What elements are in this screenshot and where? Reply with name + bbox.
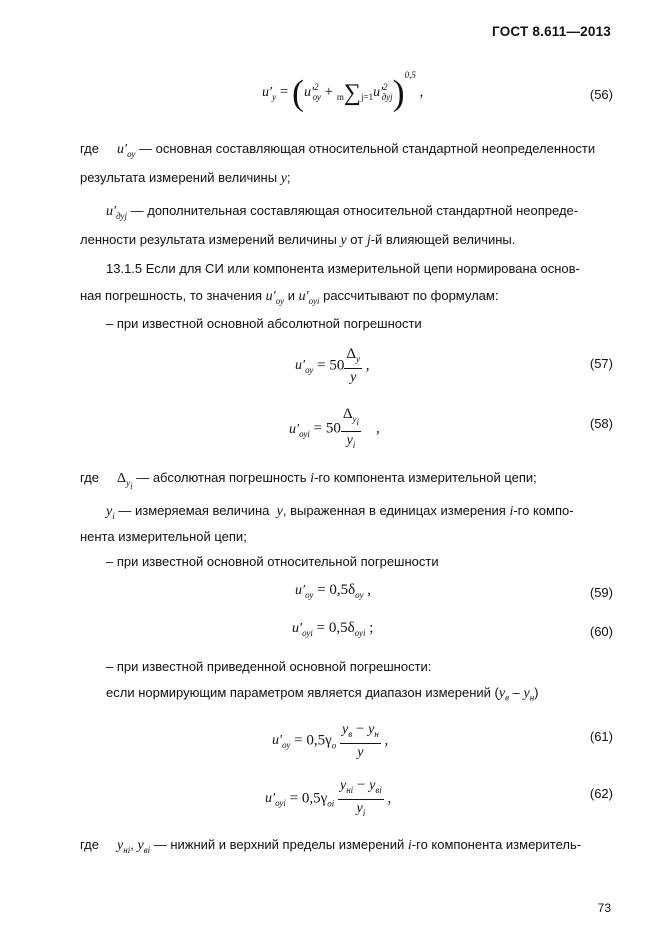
formula-61: $u'_{оу} = 0,5\gamma_о$ $\frac{y_в - y_н}{y}$ , bbox=[272, 721, 389, 760]
definition-uyj: $u'_{дуj}$ — дополнительная составляющая относительной стандартной неопреде- bbox=[106, 203, 579, 221]
formula-58: $u'_{оуi} = 50$ $\frac{\Delta_{y_i}}{y_i}$ , bbox=[289, 406, 380, 450]
definition-limits: где $y_{нi}$, $y_{вi}$ — нижний и верхний пределы измерений i-го компонента измеритель- bbox=[80, 837, 582, 855]
definition-uyj-cont: ленности результата измерений величины y от j-й влияющей величины. bbox=[80, 232, 516, 248]
equation-number-61: (61) bbox=[589, 729, 613, 744]
equation-number-60: (60) bbox=[589, 624, 613, 639]
definition-uoy: где $u'_{оу}$ — основная составляющая относительной стандартной неопределенности bbox=[80, 141, 596, 159]
definition-yi-cont: нента измерительной цепи; bbox=[80, 529, 247, 544]
normalizing-parameter: если нормирующим параметром является диапазон измерений $(y_в - y_н)$ bbox=[106, 685, 539, 703]
standard-header: ГОСТ 8.611—2013 bbox=[492, 24, 611, 39]
equation-number-58: (58) bbox=[589, 416, 613, 431]
equation-number-57: (57) bbox=[589, 356, 613, 371]
where-label: где bbox=[80, 141, 99, 156]
paragraph-13-1-5-cont: ная погрешность, то значения $u'_{оу}$ и $u'_{оуi}$ рассчитывают по формулам: bbox=[80, 288, 499, 306]
definition-uoy-text: — основная составляющая относительной стандартной неопределенности bbox=[139, 141, 596, 156]
equation-number-62: (62) bbox=[589, 786, 613, 801]
page-number: 73 bbox=[597, 901, 611, 915]
formula-56: $u'_y = (u'^2_{оу} + m\sum j=1u'^2_{дуj})^{0,5}$ , bbox=[262, 70, 424, 113]
definition-yi: $y_i$ — измеряемая величина y, выраженная в единицах измерения i-го компо- bbox=[106, 503, 574, 521]
formula-57: $u'_{оу} = 50$ $\frac{\Delta_y}{y}$ , bbox=[295, 346, 370, 385]
definition-uoy-cont: результата измерений величины y; bbox=[80, 170, 291, 186]
definition-delta: где $\Delta_{y_i}$ — абсолютная погрешность i-го компонента измерительной цепи; bbox=[80, 470, 537, 491]
formula-60: $u'_{оуi} = 0,5\delta_{оуi}$ ; bbox=[292, 620, 374, 638]
case-relative: – при известной основной относительной погрешности bbox=[106, 554, 439, 569]
case-absolute: – при известной основной абсолютной погрешности bbox=[106, 316, 422, 331]
formula-62: $u'_{оуi} = 0,5\gamma_{оi}$ $\frac{y_{нi} - y_{вi}}{y_i}$ , bbox=[265, 777, 392, 818]
equation-number-56: (56) bbox=[589, 87, 613, 102]
case-reduced: – при известной приведенной основной погрешности: bbox=[106, 659, 432, 674]
paragraph-13-1-5: 13.1.5 Если для СИ или компонента измерительной цепи нормирована основ- bbox=[106, 261, 580, 276]
equation-number-59: (59) bbox=[589, 585, 613, 600]
formula-59: $u'_{оу} = 0,5\delta_{оу}$ , bbox=[295, 582, 371, 600]
